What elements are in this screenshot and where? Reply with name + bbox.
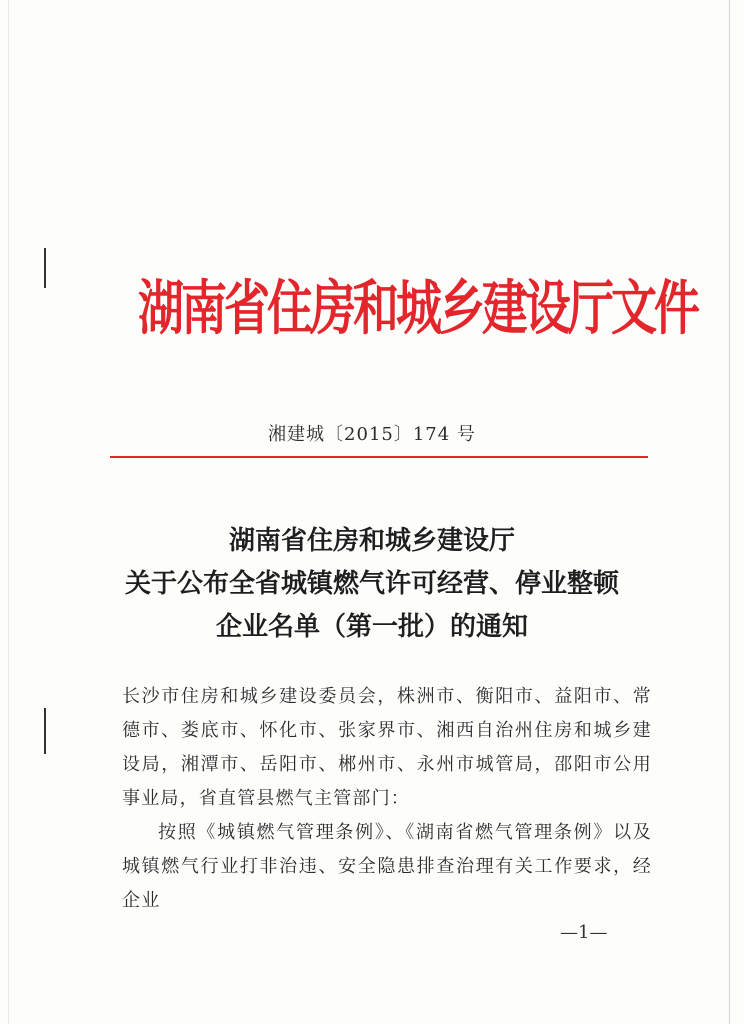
- document-masthead: 湖南省住房和城乡建设厅文件: [138, 273, 697, 343]
- document-number: 湘建城〔2015〕174 号: [268, 424, 476, 445]
- binding-mark-bottom: [44, 708, 46, 754]
- binding-mark-top: [44, 248, 46, 288]
- body-paragraph: 按照《城镇燃气管理条例》、《湖南省燃气管理条例》以及城镇燃气行业打非治违、安全隐患排查治理有关工作要求，经企业: [122, 822, 652, 911]
- page-right-edge: [729, 0, 730, 1024]
- page-number: —1—: [560, 922, 608, 943]
- document-body: [122, 680, 652, 918]
- recipients-paragraph: 长沙市住房和城乡建设委员会，株洲市、衡阳市、益阳市、常德市、娄底市、怀化市、张家界市、湘西自治州住房和城乡建设局，湘潭市、岳阳市、郴州市、永州市城管局，邵阳市公用事业局，省直管县燃气主管部门：: [122, 686, 652, 809]
- red-separator-line: [110, 456, 648, 458]
- notice-title-line-3: 企业名单（第一批）的通知: [215, 612, 528, 642]
- notice-title-line-1: 湖南省住房和城乡建设厅: [228, 526, 515, 556]
- page-left-edge: [8, 0, 9, 1024]
- notice-title: [0, 520, 744, 649]
- notice-title-line-2: 关于公布全省城镇燃气许可经营、停业整顿: [124, 569, 619, 599]
